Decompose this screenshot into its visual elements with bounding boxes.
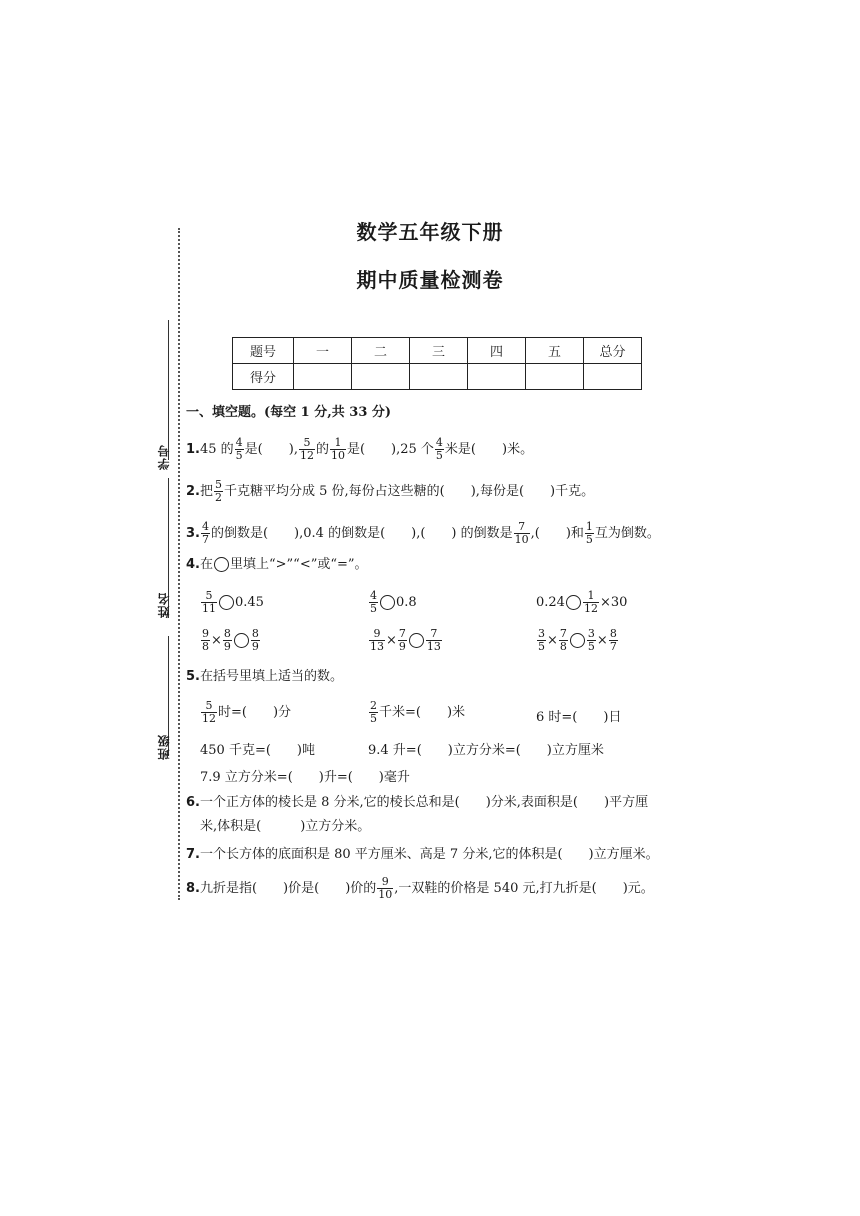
text: ,一双鞋的价格是 540 元,打九折是( )元。 <box>394 881 654 896</box>
score-cell[interactable] <box>468 364 526 390</box>
question-number: 3. <box>186 526 200 541</box>
cell-q5: 五 <box>526 338 584 364</box>
compare-a1: $\frac{5}{11}$ 0.45 <box>202 589 264 615</box>
answer-circle[interactable] <box>380 595 395 610</box>
question-6-cont: 米,体积是( )立方分米。 <box>200 819 371 834</box>
question-8 <box>186 876 654 901</box>
question-number: 8. <box>186 881 200 896</box>
text: 里填上“>”“<”或“=”。 <box>230 557 368 572</box>
text: 的 <box>315 442 329 457</box>
fraction: $\frac{1}{10}$ <box>330 436 345 462</box>
score-table-score-row <box>233 364 642 390</box>
fraction: $\frac{4}{7}$ <box>201 520 209 546</box>
compare-a3: 0.24 $\frac{1}{12}$ ×30 <box>536 589 628 615</box>
convert-a2: $\frac{2}{5}$ 千米=( )米 <box>370 699 466 725</box>
fraction: $\frac{4}{5}$ <box>435 436 443 462</box>
circle-icon <box>214 557 229 572</box>
question-6 <box>186 794 648 812</box>
answer-circle[interactable] <box>219 595 234 610</box>
text: 在 <box>199 557 213 572</box>
score-cell[interactable] <box>410 364 468 390</box>
text: ,( )和 <box>530 526 584 541</box>
question-number: 4. <box>186 557 200 572</box>
question-number: 6. <box>186 795 200 810</box>
compare-a2: $\frac{4}{5}$ 0.8 <box>370 589 417 615</box>
text: 一个长方体的底面积是 80 平方厘米、高是 7 分米,它的体积是( )立方厘米。 <box>199 847 659 862</box>
convert-a1: $\frac{5}{12}$ 时=( )分 <box>202 699 292 725</box>
binding-dotted-line <box>178 228 180 900</box>
student-no-line <box>168 320 169 460</box>
score-cell[interactable] <box>526 364 584 390</box>
text: 把 <box>199 484 213 499</box>
question-number: 5. <box>186 669 200 684</box>
answer-circle[interactable] <box>570 633 585 648</box>
compare-b1: $\frac{9}{8}$ × $\frac{8}{9}$ $\frac{8}{9}$ <box>202 627 259 653</box>
text: 45 的 <box>199 442 234 457</box>
fraction: $\frac{4}{5}$ <box>235 436 243 462</box>
fraction: $\frac{5}{2}$ <box>215 478 222 504</box>
question-1 <box>186 437 533 462</box>
question-number: 1. <box>186 442 200 457</box>
text: 米是( )米。 <box>444 442 534 457</box>
cell-q1: 一 <box>294 338 352 364</box>
fraction: $\frac{5}{12}$ <box>299 436 314 462</box>
question-5 <box>186 668 343 686</box>
question-number: 7. <box>186 847 200 862</box>
text: 的倒数是( ),0.4 的倒数是( ),( ) 的倒数是 <box>210 526 513 541</box>
cell-q2: 二 <box>352 338 410 364</box>
score-cell[interactable] <box>294 364 352 390</box>
page-title: 数学五年级下册 <box>356 220 504 244</box>
text: 是( ), <box>244 442 298 457</box>
class-label: 班级 <box>157 734 171 760</box>
name-label: 姓名 <box>157 592 171 618</box>
score-cell[interactable] <box>352 364 410 390</box>
compare-b3: $\frac{3}{5}$ × $\frac{7}{8}$ $\frac{3}{5}$ × $\frac{8}{7}$ <box>538 627 617 653</box>
answer-circle[interactable] <box>234 633 249 648</box>
question-7 <box>186 846 659 864</box>
fraction: $\frac{9}{10}$ <box>378 875 393 901</box>
answer-circle[interactable] <box>409 633 424 648</box>
section-heading: 一、填空题。(每空 1 分,共 33 分) <box>186 405 392 420</box>
page-subtitle: 期中质量检测卷 <box>356 268 504 292</box>
text: 是( ),25 个 <box>346 442 434 457</box>
text: 千克糖平均分成 5 份,每份占这些糖的( ),每份是( )千克。 <box>224 484 595 499</box>
cell-question-no: 题号 <box>233 338 294 364</box>
text: 一个正方体的棱长是 8 分米,它的棱长总和是( )分米,表面积是( )平方厘 <box>199 795 649 810</box>
text: 九折是指( )价是( )价的 <box>199 881 377 896</box>
text: 互为倒数。 <box>594 526 660 541</box>
convert-c1: 7.9 立方分米=( )升=( )毫升 <box>200 770 410 785</box>
question-4 <box>186 556 368 574</box>
convert-b1: 450 千克=( )吨 <box>200 743 315 758</box>
text: 在括号里填上适当的数。 <box>199 669 343 684</box>
fraction: $\frac{7}{10}$ <box>514 520 529 546</box>
compare-b2: $\frac{9}{13}$ × $\frac{7}{9}$ $\frac{7}{13}$ <box>370 627 441 653</box>
student-no-label: 学号 <box>157 444 171 470</box>
convert-a3: 6 时=( )日 <box>536 710 622 725</box>
cell-score-label: 得分 <box>233 364 294 390</box>
fraction: $\frac{1}{5}$ <box>585 520 593 546</box>
score-table <box>232 337 642 390</box>
answer-circle[interactable] <box>566 595 581 610</box>
cell-q3: 三 <box>410 338 468 364</box>
cell-q4: 四 <box>468 338 526 364</box>
question-number: 2. <box>186 484 200 499</box>
question-2 <box>186 479 594 504</box>
score-cell[interactable] <box>584 364 642 390</box>
cell-total: 总分 <box>584 338 642 364</box>
convert-b2: 9.4 升=( )立方分米=( )立方厘米 <box>368 743 604 758</box>
question-3 <box>186 521 660 546</box>
score-table-header-row <box>233 338 642 364</box>
